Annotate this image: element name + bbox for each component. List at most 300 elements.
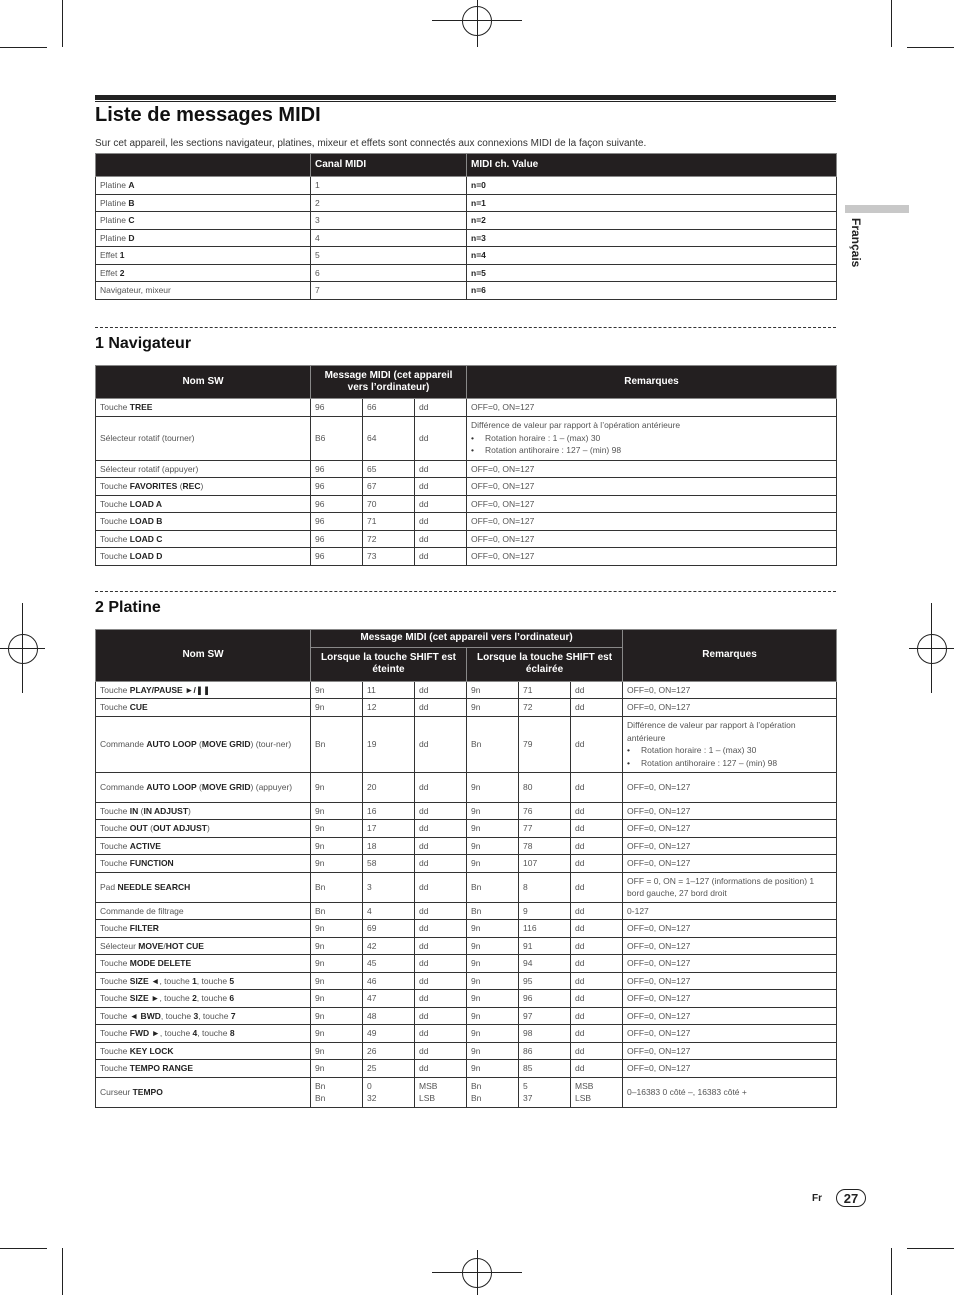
channel-table: [95, 153, 837, 300]
channel-value-cell: [467, 177, 837, 195]
sw-name-cell: [96, 990, 311, 1008]
midi-value-cell: MSB LSB: [415, 1077, 467, 1107]
midi-data2-cell: dd: [415, 478, 467, 496]
sw-name-cell: [96, 548, 311, 566]
footer-lang: Fr: [812, 1193, 822, 1204]
midi-value-cell: 9n: [311, 990, 363, 1008]
midi-value-cell: 116: [519, 920, 571, 938]
midi-data2-cell: dd: [415, 530, 467, 548]
platine-row: [96, 855, 837, 873]
midi-value-cell: dd: [571, 872, 623, 902]
midi-value-cell: 9n: [311, 1007, 363, 1025]
channel-name-cell: [96, 247, 311, 265]
language-tab: [845, 205, 909, 213]
sw-name-bold: MODE DELETE: [129, 958, 192, 968]
midi-value-cell: 16: [363, 802, 415, 820]
midi-value-cell: 49: [363, 1025, 415, 1043]
midi-value-cell: 25: [363, 1060, 415, 1078]
midi-value-cell: dd: [415, 699, 467, 717]
sw-name-bold: 2: [192, 993, 197, 1003]
midi-value-cell: 9n: [467, 772, 519, 802]
midi-value-cell: dd: [571, 920, 623, 938]
sw-name-text: , touche: [196, 993, 230, 1003]
midi-value-cell: 19: [363, 716, 415, 772]
channel-name-text: Platine: [100, 197, 129, 208]
channel-row: [96, 247, 837, 265]
sw-name-cell: [96, 478, 311, 496]
sw-name-text: Touche: [100, 402, 130, 412]
nav-row: [96, 548, 837, 566]
midi-value-cell: 9n: [467, 699, 519, 717]
midi-value-cell: dd: [415, 1007, 467, 1025]
nav-header-message: Message MIDI (cet appareil vers l’ordinateur): [311, 366, 467, 399]
sw-name-cell: [96, 1025, 311, 1043]
midi-value-cell: 9n: [467, 990, 519, 1008]
midi-value-cell: 26: [363, 1042, 415, 1060]
remarks-cell: [623, 837, 837, 855]
sw-name-bold: TEMPO RANGE: [129, 1063, 194, 1073]
midi-value-cell: 86: [519, 1042, 571, 1060]
sw-name-text: Touche: [100, 975, 130, 986]
channel-row: [96, 212, 837, 230]
remarks-text: OFF=0, ON=127: [627, 1063, 691, 1073]
midi-value-cell: dd: [415, 1042, 467, 1060]
midi-value-cell: 9n: [311, 820, 363, 838]
midi-value-cell: 9n: [311, 937, 363, 955]
channel-header-empty: [96, 154, 311, 177]
midi-value-cell: MSB LSB: [571, 1077, 623, 1107]
midi-data1-cell: 66: [363, 399, 415, 417]
midi-value-cell: dd: [571, 972, 623, 990]
platine-row: [96, 837, 837, 855]
sw-name-text: /: [163, 940, 166, 951]
midi-value-cell: dd: [571, 955, 623, 973]
sw-name-text: Touche: [100, 958, 130, 968]
midi-value-cell: dd: [415, 872, 467, 902]
midi-value-cell: dd: [571, 1060, 623, 1078]
sw-name-bold: SIZE ►: [129, 993, 160, 1003]
sw-name-text: Touche: [100, 823, 130, 833]
remarks-cell: [623, 681, 837, 699]
midi-value-cell: Bn: [311, 902, 363, 920]
channel-value: n=2: [471, 215, 486, 225]
midi-value-cell: dd: [571, 772, 623, 802]
midi-value-cell: Bn: [311, 716, 363, 772]
remarks-cell: [467, 416, 837, 460]
channel-value-cell: [467, 264, 837, 282]
channel-value-cell: [467, 229, 837, 247]
platine-row: [96, 772, 837, 802]
channel-name-cell: [96, 194, 311, 212]
channel-value-cell: [467, 247, 837, 265]
sw-name-cell: [96, 513, 311, 531]
remarks-text: OFF=0, ON=127: [471, 498, 535, 509]
channel-value-cell: [467, 212, 837, 230]
sw-name-cell: [96, 920, 311, 938]
platine-row: [96, 972, 837, 990]
sw-name-bold: IN ADJUST: [143, 805, 189, 816]
sw-name-cell: [96, 837, 311, 855]
channel-name-bold: C: [128, 215, 135, 225]
remarks-cell: [467, 495, 837, 513]
platine-row: [96, 937, 837, 955]
sw-name-cell: [96, 1042, 311, 1060]
platine-row: [96, 802, 837, 820]
midi-value-cell: dd: [571, 1025, 623, 1043]
midi-value-cell: 9n: [467, 820, 519, 838]
sw-name-text: ) (tour-ner): [250, 738, 292, 749]
remarks-bullet: • Rotation antihoraire : 127 – (min) 98: [627, 757, 832, 770]
midi-value-cell: dd: [571, 802, 623, 820]
nav-row: [96, 478, 837, 496]
midi-value-cell: 45: [363, 955, 415, 973]
midi-value-cell: dd: [415, 1025, 467, 1043]
channel-name-bold: 1: [119, 250, 125, 260]
top-rule-thin: [95, 101, 836, 102]
sw-name-text: Touche: [100, 840, 130, 851]
midi-data2-cell: dd: [415, 513, 467, 531]
midi-value-cell: 18: [363, 837, 415, 855]
midi-value-cell: 80: [519, 772, 571, 802]
midi-value-cell: dd: [415, 820, 467, 838]
channel-canal-cell: 3: [311, 212, 467, 230]
platine-row: [96, 1042, 837, 1060]
midi-value-cell: 9n: [311, 955, 363, 973]
midi-status-cell: 96: [311, 478, 363, 496]
sw-name-text: , touche: [159, 975, 193, 986]
sw-name-cell: [96, 972, 311, 990]
midi-value-cell: dd: [571, 855, 623, 873]
remarks-text: Différence de valeur par rapport à l’opération antérieure: [471, 420, 681, 431]
midi-value-cell: 9n: [311, 1025, 363, 1043]
channel-value-cell: [467, 194, 837, 212]
sw-name-text: Touche: [100, 1028, 130, 1038]
midi-value-cell: dd: [415, 937, 467, 955]
platine-row: [96, 681, 837, 699]
channel-name-cell: [96, 264, 311, 282]
midi-value-cell: Bn Bn: [311, 1077, 363, 1107]
sw-name-bold: 7: [230, 1010, 236, 1021]
remarks-text: OFF=0, ON=127: [627, 805, 691, 816]
midi-value-cell: Bn Bn: [467, 1077, 519, 1107]
midi-value-cell: 17: [363, 820, 415, 838]
remarks-cell: [623, 1042, 837, 1060]
midi-value-cell: 79: [519, 716, 571, 772]
midi-value-cell: Bn: [311, 872, 363, 902]
midi-value-cell: 107: [519, 855, 571, 873]
midi-value-cell: 3: [363, 872, 415, 902]
remarks-text: OFF=0, ON=127: [471, 551, 535, 561]
remarks-text: Différence de valeur par rapport à l’opération antérieure: [627, 720, 796, 743]
midi-data2-cell: dd: [415, 495, 467, 513]
midi-data2-cell: dd: [415, 416, 467, 460]
remarks-cell: [623, 716, 837, 772]
sw-name-bold: FWD ►: [129, 1028, 160, 1038]
sw-name-cell: [96, 820, 311, 838]
sw-name-text: Touche: [100, 923, 130, 933]
midi-data1-cell: 71: [363, 513, 415, 531]
midi-value-cell: Bn: [467, 872, 519, 902]
midi-value-cell: 9n: [467, 1060, 519, 1078]
midi-value-cell: 9n: [467, 920, 519, 938]
channel-value: n=6: [471, 285, 486, 295]
channel-row: [96, 229, 837, 247]
channel-row: [96, 177, 837, 195]
midi-value-cell: 9n: [467, 802, 519, 820]
sw-name-cell: [96, 530, 311, 548]
remarks-text: OFF=0, ON=127: [627, 702, 691, 712]
remarks-cell: [467, 399, 837, 417]
midi-value-cell: 95: [519, 972, 571, 990]
midi-value-cell: 9n: [311, 772, 363, 802]
channel-name-cell: [96, 177, 311, 195]
sw-name-cell: [96, 495, 311, 513]
section-title-platine: 2 Platine: [95, 599, 161, 616]
midi-data2-cell: dd: [415, 460, 467, 478]
sw-name-text: Sélecteur: [100, 940, 139, 951]
sw-name-bold: OUT ADJUST: [152, 823, 207, 833]
channel-canal-cell: 1: [311, 177, 467, 195]
sw-name-bold: NEEDLE SEARCH: [117, 881, 191, 892]
midi-value-cell: 9n: [467, 1007, 519, 1025]
midi-value-cell: 9n: [467, 972, 519, 990]
midi-value-cell: 9n: [311, 802, 363, 820]
platine-row: [96, 1060, 837, 1078]
platine-row: [96, 902, 837, 920]
channel-row: [96, 194, 837, 212]
sw-name-bold: ◄ BWD: [129, 1010, 161, 1021]
navigateur-table: [95, 365, 837, 566]
channel-value-cell: [467, 282, 837, 300]
midi-value-cell: 20: [363, 772, 415, 802]
midi-value-cell: Bn: [467, 716, 519, 772]
midi-value-cell: dd: [415, 955, 467, 973]
sw-name-bold: FAVORITES: [129, 481, 178, 491]
midi-value-cell: 76: [519, 802, 571, 820]
sw-name-bold: IN: [129, 805, 139, 816]
platine-row: [96, 716, 837, 772]
sw-name-bold: 1: [192, 975, 197, 986]
midi-value-cell: 8: [519, 872, 571, 902]
midi-value-cell: 9n: [311, 1042, 363, 1060]
sw-name-text: , touche: [198, 1010, 231, 1021]
midi-value-cell: 58: [363, 855, 415, 873]
midi-data1-cell: 73: [363, 548, 415, 566]
sw-name-text: Curseur: [100, 1086, 133, 1097]
sw-name-text: Touche: [100, 1063, 130, 1073]
remarks-cell: [623, 820, 837, 838]
sw-name-text: ): [206, 823, 210, 833]
remarks-text: OFF=0, ON=127: [627, 823, 691, 833]
sw-name-bold: OUT: [129, 823, 148, 833]
plat-header-nom: Nom SW: [96, 630, 311, 682]
remarks-text: OFF=0, ON=127: [627, 781, 691, 792]
channel-canal-cell: 6: [311, 264, 467, 282]
remarks-cell: [623, 955, 837, 973]
sw-name-text: Touche: [100, 498, 130, 509]
sw-name-bold: MOVE GRID: [201, 738, 251, 749]
sw-name-text: (: [196, 781, 202, 792]
midi-value-cell: 72: [519, 699, 571, 717]
platine-row: [96, 920, 837, 938]
midi-value-cell: 9n: [311, 837, 363, 855]
sw-name-cell: [96, 772, 311, 802]
nav-row: [96, 495, 837, 513]
midi-value-cell: dd: [571, 902, 623, 920]
remarks-cell: [623, 1007, 837, 1025]
channel-value: n=5: [471, 267, 486, 278]
sw-name-text: Touche: [100, 684, 130, 695]
sw-name-bold: TEMPO: [132, 1086, 163, 1097]
plat-header-shift-off: Lorsque la touche SHIFT est éteinte: [311, 647, 467, 681]
midi-value-cell: 9n: [311, 855, 363, 873]
midi-value-cell: 69: [363, 920, 415, 938]
midi-value-cell: 91: [519, 937, 571, 955]
remarks-cell: [623, 937, 837, 955]
midi-value-cell: 9n: [467, 681, 519, 699]
sw-name-bold: AUTO LOOP: [146, 738, 197, 749]
midi-data2-cell: dd: [415, 399, 467, 417]
sw-name-bold: LOAD D: [129, 551, 163, 561]
sw-name-bold: HOT CUE: [165, 940, 204, 951]
remarks-cell: [467, 548, 837, 566]
sw-name-bold: 8: [229, 1028, 235, 1038]
channel-name-text: Effet: [100, 250, 120, 260]
channel-name-cell: [96, 212, 311, 230]
channel-header-value: MIDI ch. Value: [467, 154, 837, 177]
sw-name-cell: [96, 802, 311, 820]
midi-value-cell: 94: [519, 955, 571, 973]
sw-name-cell: [96, 955, 311, 973]
sw-name-bold: LOAD C: [129, 533, 163, 544]
midi-value-cell: dd: [571, 937, 623, 955]
remarks-text: OFF=0, ON=127: [471, 516, 535, 526]
plat-header-remarques: Remarques: [623, 630, 837, 682]
sw-name-bold: FUNCTION: [129, 858, 174, 868]
sw-name-text: ): [200, 481, 204, 491]
platine-row: [96, 990, 837, 1008]
midi-value-cell: dd: [415, 990, 467, 1008]
sw-name-text: Sélecteur rotatif (tourner): [100, 432, 195, 443]
sw-name-text: (: [196, 738, 202, 749]
platine-row: [96, 699, 837, 717]
midi-value-cell: 9n: [311, 920, 363, 938]
platine-row: [96, 872, 837, 902]
remarks-cell: [467, 513, 837, 531]
sw-name-bold: 3: [193, 1010, 199, 1021]
channel-value: n=0: [471, 180, 486, 190]
midi-value-cell: dd: [571, 837, 623, 855]
channel-header-canal: Canal MIDI: [311, 154, 467, 177]
channel-name-text: Effet: [100, 267, 120, 278]
midi-value-cell: dd: [571, 990, 623, 1008]
platine-table: [95, 629, 837, 1108]
platine-row: [96, 820, 837, 838]
sw-name-text: Touche: [100, 481, 130, 491]
midi-value-cell: 48: [363, 1007, 415, 1025]
midi-value-cell: 46: [363, 972, 415, 990]
sw-name-bold: ACTIVE: [129, 840, 161, 851]
section-divider: [95, 591, 836, 592]
sw-name-text: Touche: [100, 1010, 130, 1021]
sw-name-bold: SIZE ◄: [129, 975, 160, 986]
plat-header-message: Message MIDI (cet appareil vers l’ordinateur): [311, 630, 623, 648]
sw-name-text: Touche: [100, 1045, 130, 1056]
remarks-text: OFF=0, ON=127: [627, 858, 691, 868]
sw-name-text: (: [147, 823, 153, 833]
nav-row: [96, 416, 837, 460]
sw-name-text: Touche: [100, 858, 130, 868]
channel-row: [96, 264, 837, 282]
sw-name-text: Touche: [100, 805, 130, 816]
top-rule: [95, 95, 836, 100]
midi-value-cell: dd: [415, 920, 467, 938]
nav-row: [96, 399, 837, 417]
midi-value-cell: 71: [519, 681, 571, 699]
midi-value-cell: 9n: [311, 681, 363, 699]
remarks-cell: [467, 478, 837, 496]
sw-name-cell: [96, 855, 311, 873]
sw-name-bold: 4: [192, 1028, 198, 1038]
sw-name-text: Touche: [100, 533, 130, 544]
remarks-cell: [623, 699, 837, 717]
sw-name-cell: [96, 1007, 311, 1025]
midi-value-cell: dd: [571, 699, 623, 717]
remarks-text: 0–16383 0 côté –, 16383 côté +: [627, 1086, 747, 1097]
sw-name-bold: LOAD A: [129, 498, 163, 509]
midi-status-cell: 96: [311, 460, 363, 478]
sw-name-text: (: [177, 481, 183, 491]
sw-name-text: Pad: [100, 881, 118, 892]
channel-name-text: Platine: [100, 232, 129, 243]
channel-canal-cell: 4: [311, 229, 467, 247]
sw-name-text: ): [188, 805, 191, 816]
midi-value-cell: dd: [415, 1060, 467, 1078]
channel-name-bold: A: [128, 180, 135, 190]
midi-status-cell: 96: [311, 530, 363, 548]
remarks-text: OFF=0, ON=127: [627, 1028, 691, 1038]
channel-value: n=1: [471, 197, 486, 208]
midi-value-cell: 78: [519, 837, 571, 855]
midi-value-cell: 9n: [467, 1025, 519, 1043]
midi-value-cell: 9n: [311, 699, 363, 717]
sw-name-bold: 5: [229, 975, 235, 986]
remarks-text: OFF=0, ON=127: [627, 975, 691, 986]
sw-name-cell: [96, 681, 311, 699]
page-number: 27: [836, 1189, 866, 1207]
sw-name-text: Touche: [100, 551, 130, 561]
midi-data1-cell: 70: [363, 495, 415, 513]
midi-data1-cell: 65: [363, 460, 415, 478]
midi-status-cell: 96: [311, 399, 363, 417]
channel-value: n=4: [471, 250, 486, 260]
remarks-text: OFF=0, ON=127: [627, 958, 691, 968]
remarks-bullet: • Rotation horaire : 1 – (max) 30: [471, 432, 832, 445]
platine-row: [96, 955, 837, 973]
remarks-cell: [623, 872, 837, 902]
sw-name-text: , touche: [159, 993, 193, 1003]
sw-name-bold: 6: [229, 993, 235, 1003]
remarks-cell: [467, 530, 837, 548]
remarks-text: OFF=0, ON=127: [471, 402, 535, 412]
remarks-cell: [623, 855, 837, 873]
sw-name-cell: [96, 399, 311, 417]
remarks-text: OFF=0, ON=127: [627, 840, 691, 851]
sw-name-text: , touche: [159, 1028, 193, 1038]
sw-name-cell: [96, 902, 311, 920]
remarks-text: OFF=0, ON=127: [471, 481, 535, 491]
sw-name-text: ) (appuyer): [250, 781, 293, 792]
